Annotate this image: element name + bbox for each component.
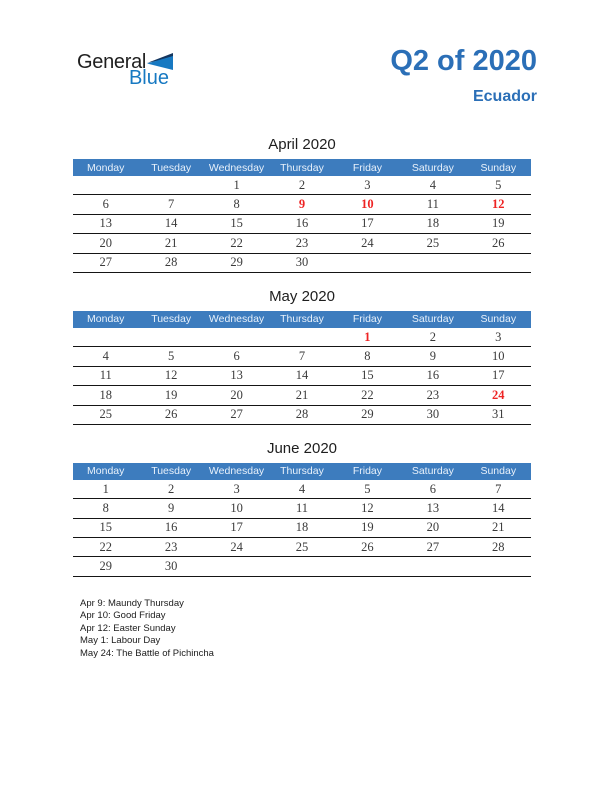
day-cell: 12 bbox=[164, 368, 178, 383]
region-subtitle: Ecuador bbox=[472, 88, 537, 105]
weekday-header-cell: Monday bbox=[87, 161, 125, 174]
day-cell: 8 bbox=[364, 349, 371, 364]
day-cell: 14 bbox=[492, 500, 505, 515]
day-cell: 17 bbox=[492, 368, 505, 383]
day-cell: 13 bbox=[99, 216, 112, 231]
holiday-note: Apr 10: Good Friday bbox=[80, 610, 166, 622]
holiday-note: May 1: Labour Day bbox=[80, 635, 161, 647]
day-cell: 4 bbox=[429, 177, 436, 192]
calendar-week-row bbox=[73, 195, 531, 214]
day-cell: 10 bbox=[492, 349, 505, 364]
day-cell: 20 bbox=[99, 235, 112, 250]
day-cell: 20 bbox=[230, 387, 243, 402]
weekday-header-cell: Tuesday bbox=[151, 161, 192, 174]
weekday-header-cell: Wednesday bbox=[208, 313, 265, 326]
day-cell: 22 bbox=[99, 539, 112, 554]
day-cell: 14 bbox=[295, 368, 309, 383]
weekday-header-cell: Saturday bbox=[411, 465, 454, 478]
day-cell: 24 bbox=[361, 235, 374, 250]
weekday-header-cell: Wednesday bbox=[208, 161, 265, 174]
weekday-header-cell: Sunday bbox=[480, 161, 517, 174]
day-cell bbox=[400, 254, 465, 272]
logo-text-blue: Blue bbox=[128, 67, 169, 89]
day-cell: 30 bbox=[164, 559, 178, 574]
day-cell: 10 bbox=[361, 197, 374, 212]
holiday-notes bbox=[80, 598, 214, 660]
day-cell: 29 bbox=[361, 407, 374, 422]
page-title: Q2 of 2020 bbox=[390, 45, 537, 77]
day-cell: 5 bbox=[168, 349, 175, 364]
weekday-header-row bbox=[73, 463, 531, 480]
day-cell: 16 bbox=[426, 368, 440, 383]
day-cell: 13 bbox=[230, 368, 243, 383]
day-cell: 9 bbox=[429, 349, 436, 364]
day-cell: 18 bbox=[295, 520, 309, 535]
day-cell bbox=[138, 176, 203, 194]
weekday-header-cell: Friday bbox=[352, 313, 383, 326]
day-cell: 9 bbox=[298, 197, 306, 212]
day-cell: 10 bbox=[230, 500, 243, 515]
calendar-week-row bbox=[73, 557, 531, 576]
day-cell: 7 bbox=[298, 349, 306, 364]
logo-text-general: General bbox=[77, 51, 147, 73]
day-cell: 2 bbox=[298, 177, 306, 192]
day-cell: 24 bbox=[492, 387, 505, 402]
calendar-week-row bbox=[73, 519, 531, 538]
day-cell: 29 bbox=[230, 255, 243, 270]
month-title: April 2020 bbox=[268, 136, 336, 153]
calendar-week-row bbox=[73, 367, 531, 386]
day-cell: 11 bbox=[99, 368, 112, 383]
month-block bbox=[73, 137, 531, 273]
weekday-header-cell: Wednesday bbox=[208, 465, 265, 478]
day-cell bbox=[204, 328, 269, 346]
day-cell: 8 bbox=[102, 500, 109, 515]
day-cell: 21 bbox=[295, 387, 309, 402]
weekday-header-cell: Saturday bbox=[411, 161, 454, 174]
day-cell: 3 bbox=[495, 329, 502, 344]
calendar-week-row bbox=[73, 406, 531, 425]
month-title: June 2020 bbox=[266, 439, 338, 457]
day-cell: 23 bbox=[426, 387, 440, 402]
weekday-header-cell: Sunday bbox=[480, 465, 517, 478]
day-cell bbox=[73, 328, 138, 346]
calendar-week-row bbox=[73, 386, 531, 405]
day-cell: 2 bbox=[429, 329, 436, 344]
day-cell: 27 bbox=[426, 539, 440, 554]
month-title: May 2020 bbox=[269, 287, 335, 305]
day-cell: 8 bbox=[233, 197, 240, 212]
day-cell: 14 bbox=[164, 216, 178, 231]
day-cell: 17 bbox=[230, 520, 243, 535]
calendar-week-row bbox=[73, 234, 531, 253]
day-cell: 30 bbox=[426, 407, 440, 422]
weekday-header-cell: Thursday bbox=[280, 465, 324, 478]
day-cell: 1 bbox=[364, 329, 371, 344]
day-cell: 25 bbox=[426, 235, 440, 250]
day-cell: 7 bbox=[495, 481, 502, 496]
calendar-week-row bbox=[73, 328, 531, 347]
day-cell: 22 bbox=[361, 387, 374, 402]
day-cell: 3 bbox=[233, 481, 240, 496]
day-cell bbox=[269, 557, 334, 575]
weekday-header-cell: Saturday bbox=[411, 313, 454, 326]
day-cell: 11 bbox=[426, 197, 439, 212]
holiday-note: May 24: The Battle of Pichincha bbox=[80, 647, 214, 659]
day-cell: 13 bbox=[426, 500, 440, 515]
day-cell: 27 bbox=[230, 407, 243, 422]
day-cell: 23 bbox=[295, 235, 309, 250]
general-blue-logo bbox=[77, 52, 169, 87]
day-cell: 15 bbox=[230, 216, 243, 231]
day-cell: 9 bbox=[168, 500, 175, 515]
day-cell: 16 bbox=[295, 216, 309, 231]
day-cell: 15 bbox=[99, 520, 112, 535]
calendar-week-row bbox=[73, 480, 531, 499]
day-cell bbox=[138, 328, 203, 346]
day-cell: 31 bbox=[492, 407, 505, 422]
weekday-header-cell: Friday bbox=[352, 161, 383, 174]
day-cell bbox=[335, 557, 400, 575]
day-cell: 19 bbox=[361, 520, 374, 535]
holiday-note: Apr 12: Easter Sunday bbox=[80, 622, 176, 634]
day-cell: 19 bbox=[492, 216, 505, 231]
day-cell: 23 bbox=[164, 539, 178, 554]
day-cell: 12 bbox=[492, 197, 505, 212]
day-cell: 4 bbox=[102, 349, 109, 364]
day-cell: 4 bbox=[298, 481, 306, 496]
day-cell: 12 bbox=[361, 500, 374, 515]
day-cell bbox=[466, 254, 531, 272]
day-cell: 6 bbox=[429, 481, 436, 496]
day-cell: 7 bbox=[168, 197, 175, 212]
day-cell: 27 bbox=[99, 255, 112, 270]
day-cell: 29 bbox=[99, 559, 112, 574]
day-cell: 26 bbox=[492, 235, 505, 250]
day-cell: 5 bbox=[364, 481, 371, 496]
calendar-week-row bbox=[73, 176, 531, 195]
day-cell: 21 bbox=[164, 235, 178, 250]
day-cell: 28 bbox=[295, 407, 309, 422]
masthead bbox=[390, 46, 537, 105]
weekday-header-cell: Tuesday bbox=[151, 465, 192, 478]
calendar-week-row bbox=[73, 215, 531, 234]
day-cell: 18 bbox=[426, 216, 440, 231]
weekday-header-cell: Thursday bbox=[280, 161, 324, 174]
months-container bbox=[73, 137, 531, 593]
day-cell: 20 bbox=[426, 520, 440, 535]
weekday-header-row bbox=[73, 159, 531, 176]
day-cell: 5 bbox=[495, 177, 502, 192]
day-cell: 28 bbox=[164, 255, 178, 270]
day-cell: 16 bbox=[164, 520, 178, 535]
weekday-header-cell: Thursday bbox=[280, 313, 324, 326]
day-cell: 24 bbox=[230, 539, 243, 554]
weekday-header-cell: Sunday bbox=[480, 313, 517, 326]
day-cell: 21 bbox=[492, 520, 505, 535]
day-cell: 1 bbox=[233, 177, 240, 192]
day-cell: 17 bbox=[361, 216, 374, 231]
day-cell: 6 bbox=[102, 197, 109, 212]
day-cell bbox=[269, 328, 334, 346]
day-cell: 2 bbox=[168, 481, 175, 496]
day-cell: 28 bbox=[492, 539, 505, 554]
day-cell: 11 bbox=[295, 500, 309, 515]
weekday-header-cell: Friday bbox=[352, 465, 383, 478]
day-cell: 19 bbox=[164, 387, 178, 402]
day-cell: 18 bbox=[99, 387, 112, 402]
month-block bbox=[73, 441, 531, 577]
weekday-header-cell: Tuesday bbox=[151, 313, 192, 326]
weekday-header-row bbox=[73, 311, 531, 328]
day-cell: 26 bbox=[164, 407, 178, 422]
day-cell: 1 bbox=[102, 481, 109, 496]
holiday-note: Apr 9: Maundy Thursday bbox=[80, 598, 184, 609]
day-cell bbox=[466, 557, 531, 575]
day-cell: 3 bbox=[364, 177, 371, 192]
day-cell: 26 bbox=[361, 539, 374, 554]
day-cell: 22 bbox=[230, 235, 243, 250]
calendar-week-row bbox=[73, 254, 531, 273]
calendar-week-row bbox=[73, 538, 531, 557]
month-block bbox=[73, 289, 531, 425]
weekday-header-cell: Monday bbox=[87, 465, 125, 478]
day-cell: 25 bbox=[295, 539, 309, 554]
weekday-header-cell: Monday bbox=[87, 313, 125, 326]
day-cell bbox=[73, 176, 138, 194]
day-cell: 6 bbox=[233, 349, 240, 364]
day-cell: 25 bbox=[99, 407, 112, 422]
calendar-week-row bbox=[73, 347, 531, 366]
day-cell: 15 bbox=[361, 368, 374, 383]
day-cell bbox=[204, 557, 269, 575]
day-cell bbox=[335, 254, 400, 272]
calendar-week-row bbox=[73, 499, 531, 518]
day-cell: 30 bbox=[295, 255, 309, 270]
day-cell bbox=[400, 557, 465, 575]
